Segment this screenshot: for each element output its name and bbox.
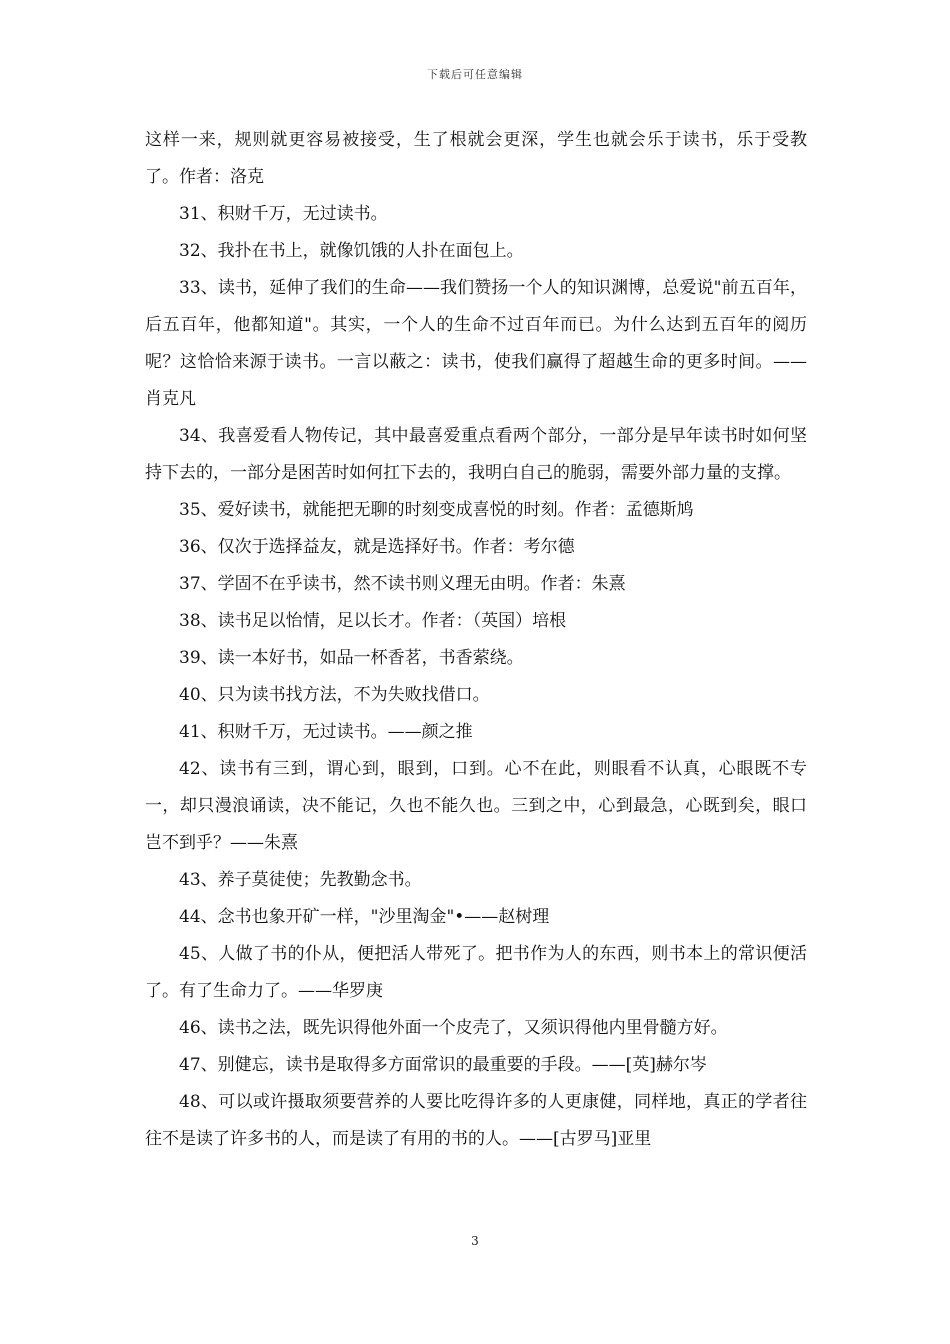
document-body <box>145 122 807 1158</box>
paragraph: 42、读书有三到，谓心到，眼到，口到。心不在此，则眼看不认真，心眼既不专一，却只漫浪诵读，决不能记，久也不能久也。三到之中，心到最急，心既到矣，眼口岂不到乎？——朱熹 <box>145 759 807 853</box>
page-header: 下载后可任意编辑 <box>427 68 523 81</box>
paragraph: 37、学固不在乎读书，然不读书则义理无由明。作者：朱熹 <box>179 574 626 594</box>
paragraph: 45、人做了书的仆从，便把活人带死了。把书作为人的东西，则书本上的常识便活了。有了生命力了。——华罗庚 <box>145 944 807 1001</box>
paragraph: 34、我喜爱看人物传记，其中最喜爱重点看两个部分，一部分是早年读书时如何坚持下去的，一部分是困苦时如何扛下去的，我明白自己的脆弱，需要外部力量的支撑。 <box>145 426 807 483</box>
paragraph: 33、读书，延伸了我们的生命——我们赞扬一个人的知识渊博，总爱说"前五百年，后五百年，他都知道"。其实，一个人的生命不过百年而已。为什么达到五百年的阅历呢？这恰恰来源于读书。一言以蔽之：读书，使我们赢得了超越生命的更多时间。——肖克凡 <box>145 278 807 409</box>
paragraph: 43、养子莫徒使；先教勤念书。 <box>179 870 422 890</box>
paragraph: 44、念书也象开矿一样，"沙里淘金"•——赵树理 <box>179 907 550 927</box>
paragraph: 32、我扑在书上，就像饥饿的人扑在面包上。 <box>179 241 524 261</box>
paragraph: 41、积财千万，无过读书。——颜之推 <box>179 722 473 742</box>
paragraph: 40、只为读书找方法，不为失败找借口。 <box>179 685 490 705</box>
paragraph: 39、读一本好书，如品一杯香茗，书香萦绕。 <box>179 648 524 668</box>
paragraph: 31、积财千万，无过读书。 <box>179 204 388 224</box>
paragraph: 47、别健忘，读书是取得多方面常识的最重要的手段。——[英]赫尔岑 <box>179 1055 707 1075</box>
paragraph: 36、仅次于选择益友，就是选择好书。作者：考尔德 <box>179 537 575 557</box>
paragraph: 这样一来，规则就更容易被接受，生了根就会更深，学生也就会乐于读书，乐于受教了。作者：洛克 <box>145 130 807 187</box>
page-number: 3 <box>471 1234 479 1248</box>
paragraph: 48、可以或许摄取须要营养的人要比吃得许多的人更康健，同样地，真正的学者往往不是读了许多书的人，而是读了有用的书的人。——[古罗马]亚里 <box>145 1092 807 1149</box>
paragraph: 35、爱好读书，就能把无聊的时刻变成喜悦的时刻。作者：孟德斯鸠 <box>179 500 694 520</box>
paragraph: 46、读书之法，既先识得他外面一个皮壳了，又须识得他内里骨髓方好。 <box>179 1018 728 1038</box>
paragraph: 38、读书足以怡情，足以长才。作者：（英国）培根 <box>179 611 567 631</box>
